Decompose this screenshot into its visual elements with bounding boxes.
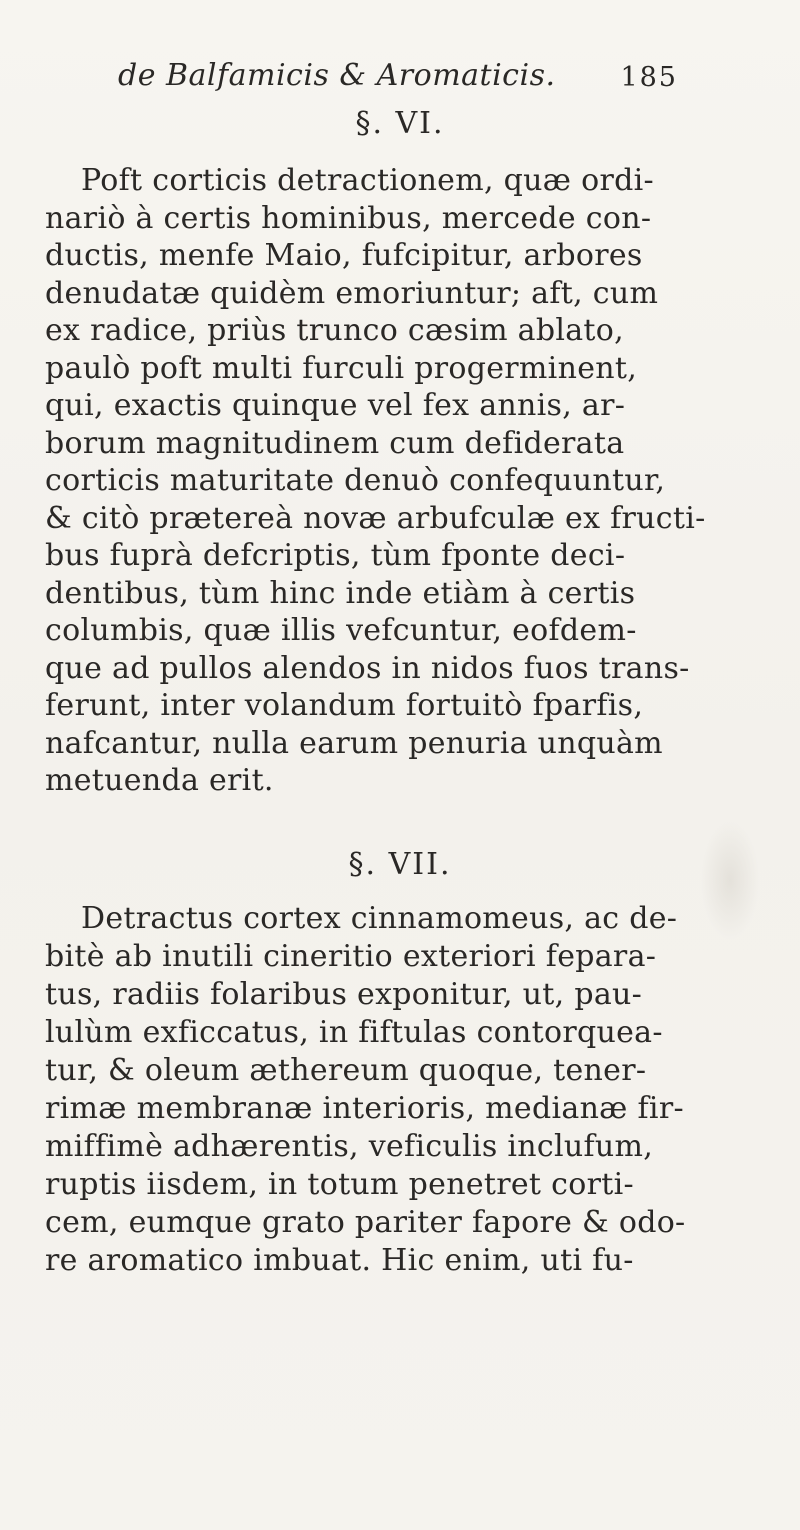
text-line: ductis, menfe Maio, fufcipitur, arbores — [45, 238, 643, 273]
text-line: Detractus cortex cinnamomeus, ac de- — [81, 901, 678, 936]
text-line: ferunt, inter volandum fortuitò fparfis, — [45, 688, 644, 723]
text-line: bus fuprà defcriptis, tùm fponte deci- — [45, 538, 626, 573]
text-line: miffimè adhærentis, veficulis inclufum, — [45, 1129, 654, 1164]
paper-stain — [700, 820, 760, 940]
text-line: re aromatico imbuat. Hic enim, uti fu- — [45, 1243, 634, 1278]
text-line: qui, exactis quinque vel fex annis, ar- — [45, 388, 626, 423]
text-line: ruptis iisdem, in totum penetret corti- — [45, 1167, 634, 1202]
section-heading-7: §. VII. — [348, 847, 452, 882]
section-heading-6: §. VI. — [355, 106, 445, 141]
text-line: tur, & oleum æthereum quoque, tener- — [45, 1053, 647, 1088]
page-number: 185 — [620, 62, 678, 93]
text-line: corticis maturitate denuò confequuntur, — [45, 463, 666, 498]
text-line: dentibus, tùm hinc inde etiàm à certis — [45, 575, 636, 611]
text-line: Poft corticis detractionem, quæ ordi- — [81, 163, 654, 198]
text-line: metuenda erit. — [45, 763, 274, 798]
text-line: denudatæ quidèm emoriuntur; aft, cum — [45, 275, 659, 311]
text-line: borum magnitudinem cum defiderata — [45, 425, 625, 461]
text-line: ex radice, priùs trunco cæsim ablato, — [45, 313, 624, 348]
text-line: bitè ab inutili cineritio exteriori fepara- — [45, 939, 657, 974]
text-line: & citò prætereà novæ arbufculæ ex fructi- — [45, 500, 706, 536]
text-line: tus, radiis folaribus exponitur, ut, pau- — [45, 977, 643, 1012]
text-line: lulùm exficcatus, in fiftulas contorquea- — [45, 1015, 663, 1050]
text-line: nafcantur, nulla earum penuria unquàm — [45, 725, 663, 761]
text-line: cem, eumque grato pariter fapore & odo- — [45, 1205, 686, 1240]
text-line: paulò poft multi furculi progerminent, — [45, 350, 638, 386]
text-line: que ad pullos alendos in nidos fuos trans- — [45, 650, 690, 686]
text-line: columbis, quæ illis vefcuntur, eofdem- — [45, 613, 637, 648]
paragraph-section-6 — [45, 162, 765, 800]
text-line: nariò à certis hominibus, mercede con- — [45, 200, 652, 236]
running-title: de Balfamicis & Aromaticis. — [118, 58, 556, 93]
page-header — [118, 58, 678, 102]
paragraph-section-7 — [45, 900, 765, 1280]
text-line: rimæ membranæ interioris, medianæ fir- — [45, 1091, 684, 1126]
